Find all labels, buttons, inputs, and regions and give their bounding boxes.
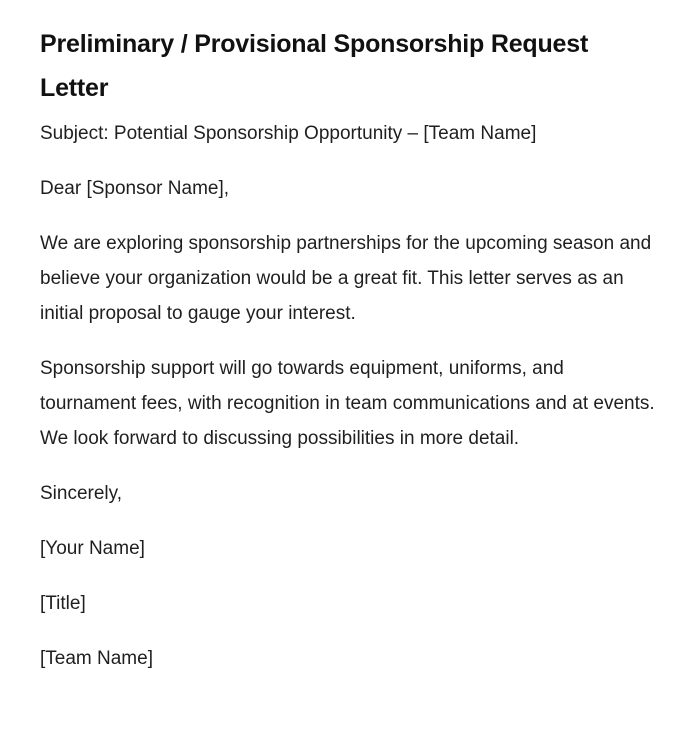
letter-salutation: Dear [Sponsor Name], [40, 178, 230, 199]
letter-closing: Sincerely, [40, 483, 123, 504]
signature-team: [Team Name] [40, 648, 153, 669]
letter-paragraph-details: Sponsorship support will go towards equipment, uniforms, and tournament fees, with recognition in team communications and at events. We look forward to discussing possibilities in more detail. [40, 358, 655, 449]
letter-title: Preliminary / Provisional Sponsorship Request Letter [40, 30, 589, 102]
signature-title: [Title] [40, 593, 86, 614]
letter-subject: Subject: Potential Sponsorship Opportunity – [Team Name] [40, 123, 537, 144]
letter-paragraph-intro: We are exploring sponsorship partnerships for the upcoming season and believe your organization would be a great fit. This letter serves as an initial proposal to gauge your interest. [40, 233, 652, 324]
signature-name: [Your Name] [40, 538, 145, 559]
